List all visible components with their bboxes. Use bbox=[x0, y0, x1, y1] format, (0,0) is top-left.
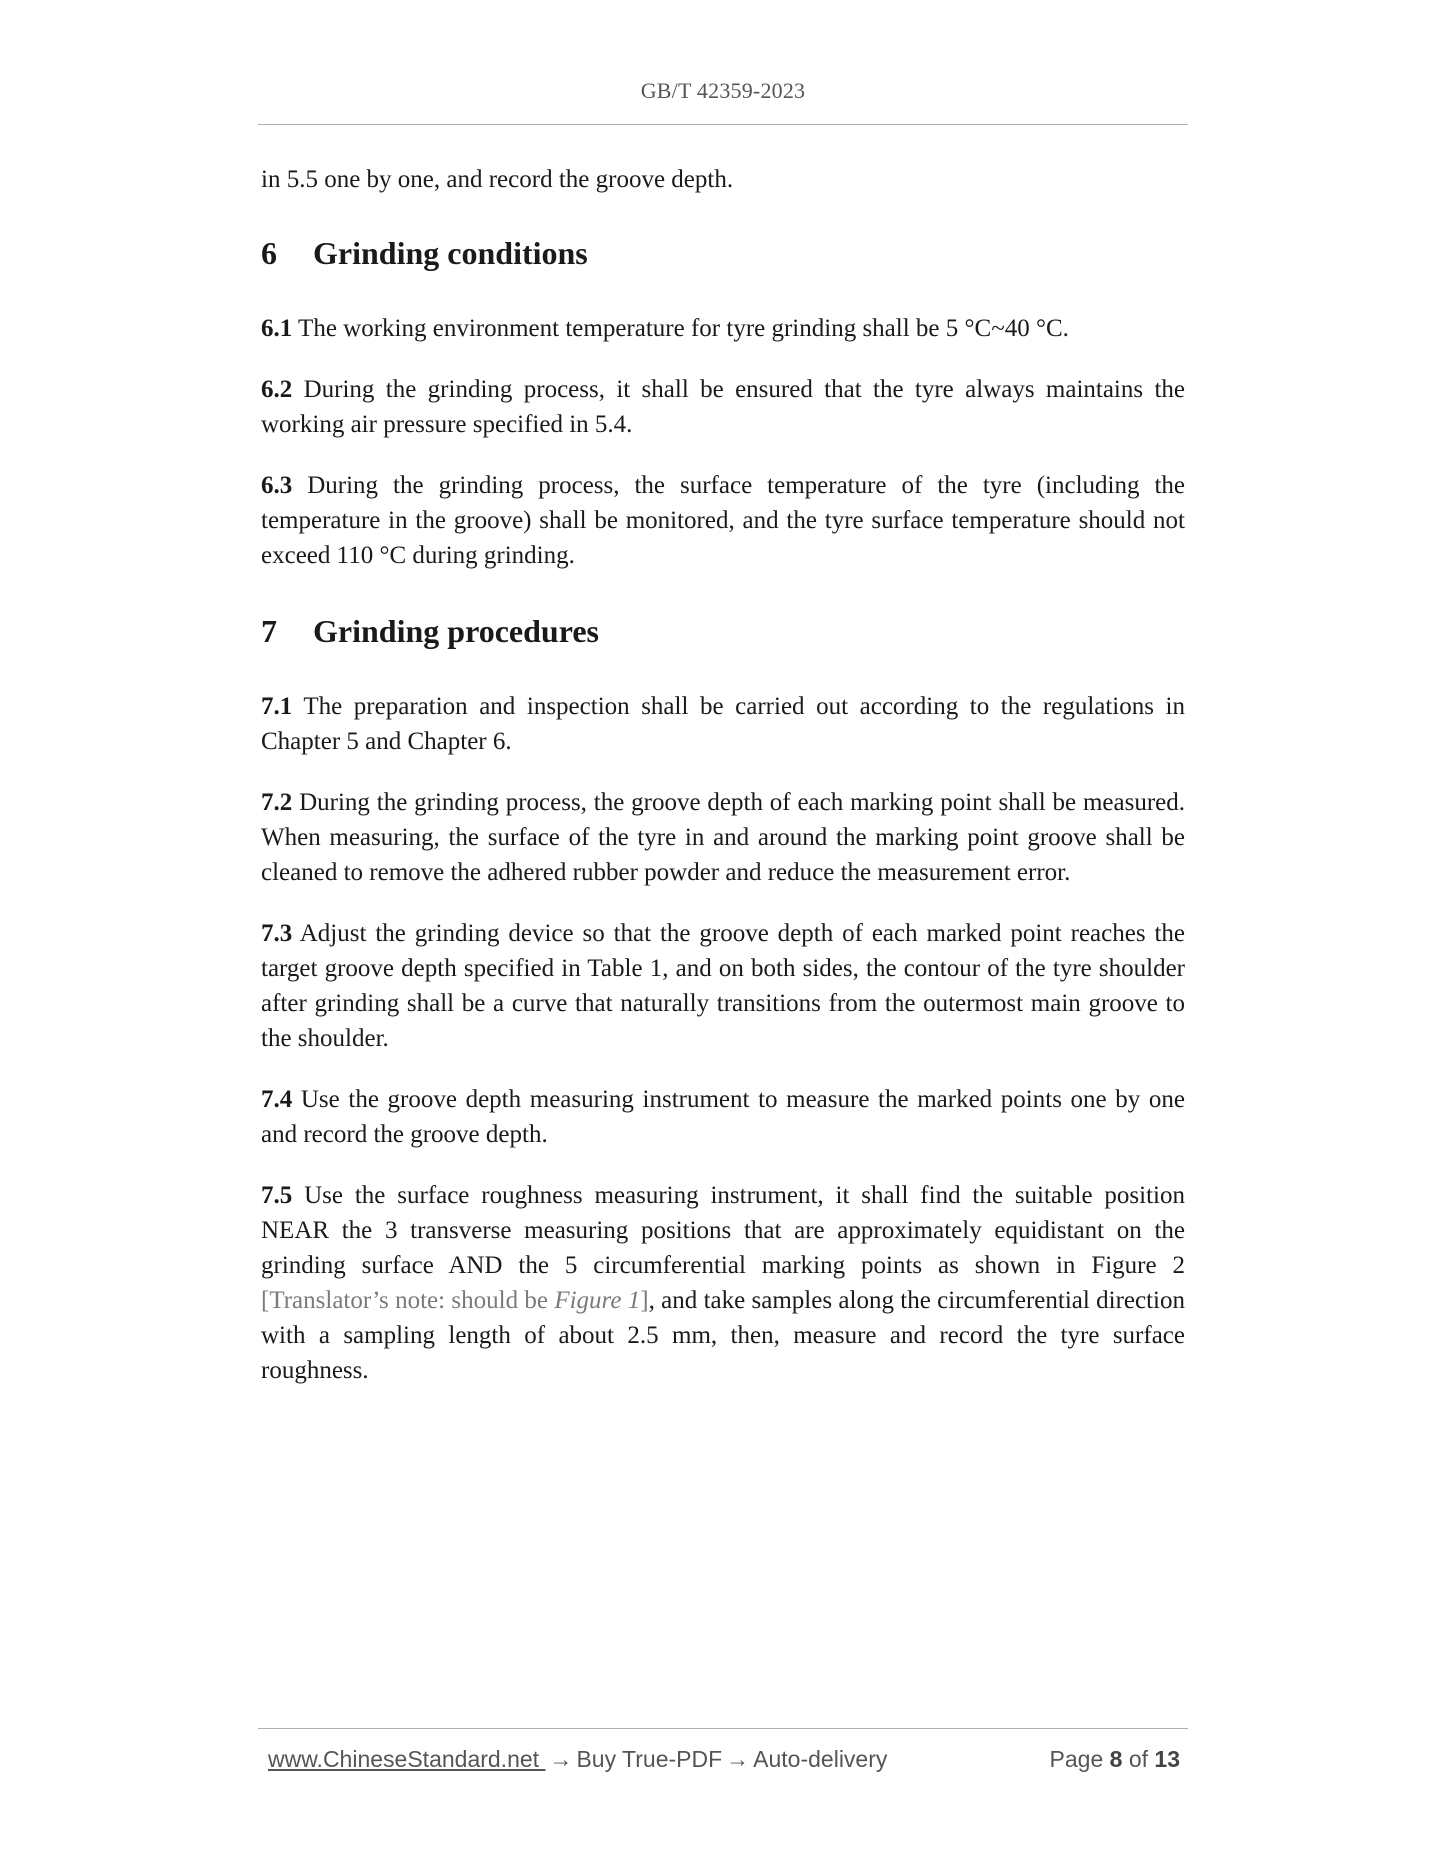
of-label: of bbox=[1128, 1746, 1149, 1772]
site-link[interactable]: www.ChineseStandard.net bbox=[268, 1746, 546, 1772]
clause-6-3 bbox=[261, 468, 1185, 573]
section-title: Grinding conditions bbox=[313, 235, 588, 271]
clause-number: 7.5 bbox=[261, 1182, 293, 1209]
section-number: 6 bbox=[261, 235, 277, 271]
footer-divider bbox=[258, 1728, 1188, 1729]
clause-7-2 bbox=[261, 785, 1185, 890]
clause-number: 7.1 bbox=[261, 693, 293, 720]
clause-text: Use the groove depth measuring instrument to measure the marked points one by one and record the groove depth. bbox=[261, 1086, 1185, 1148]
page-label: Page bbox=[1049, 1746, 1104, 1772]
clause-6-1 bbox=[261, 311, 1185, 346]
clause-text: The working environment temperature for tyre grinding shall be 5 °C~40 °C. bbox=[292, 315, 1069, 342]
standard-code: GB/T 42359-2023 bbox=[640, 78, 806, 103]
translator-note-figure: Figure 1 bbox=[554, 1287, 641, 1314]
page-footer bbox=[268, 1746, 1180, 1780]
page-total: 13 bbox=[1154, 1746, 1180, 1772]
section-number: 7 bbox=[261, 613, 277, 649]
arrow-right-icon: → bbox=[549, 1746, 573, 1772]
footer-links bbox=[268, 1746, 887, 1773]
clause-number: 6.3 bbox=[261, 472, 293, 499]
clause-number: 7.4 bbox=[261, 1086, 293, 1113]
clause-text-continued: , and take samples along the circumferential direction with a sampling length of about 2.5 mm, then, measure and record the tyre surface roughness. bbox=[261, 1287, 1185, 1384]
clause-text: Use the surface roughness measuring instrument, it shall find the suitable position NEAR the 3 transverse measuring positions that are approximately equidistant on the grinding surface AND the 5 circumferential marking points as shown in Figure 2 bbox=[261, 1182, 1185, 1279]
clause-7-4 bbox=[261, 1082, 1185, 1152]
buy-true-pdf-link[interactable]: Buy True-PDF bbox=[576, 1746, 723, 1772]
header-divider bbox=[258, 124, 1188, 125]
clause-number: 7.3 bbox=[261, 920, 293, 947]
section-heading-7 bbox=[261, 611, 1185, 651]
section-heading-6 bbox=[261, 233, 1185, 273]
clause-6-2 bbox=[261, 372, 1185, 442]
clause-text: During the grinding process, the groove depth of each marking point shall be measured. When measuring, the surface of the tyre in and around the marking point groove shall be cleaned to remove the adhered rubber powder and reduce the measurement error. bbox=[261, 789, 1185, 886]
translator-note-suffix: ] bbox=[640, 1287, 649, 1314]
clause-text: Adjust the grinding device so that the groove depth of each marked point reaches the target groove depth specified in Table 1, and on both sides, the contour of the tyre shoulder after grinding shall be a curve that naturally transitions from the outermost main groove to the shoulder. bbox=[261, 920, 1185, 1052]
page-counter bbox=[1050, 1746, 1180, 1773]
continuation-text: in 5.5 one by one, and record the groove depth. bbox=[261, 166, 734, 193]
clause-7-1 bbox=[261, 689, 1185, 759]
auto-delivery-text: Auto-delivery bbox=[753, 1746, 888, 1772]
continuation-paragraph bbox=[261, 162, 1185, 197]
clause-number: 6.1 bbox=[261, 315, 293, 342]
page-header bbox=[258, 78, 1188, 104]
clause-text: During the grinding process, it shall be ensured that the tyre always maintains the working air pressure specified in 5.4. bbox=[261, 376, 1185, 438]
clause-number: 7.2 bbox=[261, 789, 293, 816]
section-title: Grinding procedures bbox=[313, 613, 599, 649]
arrow-right-icon: → bbox=[726, 1746, 750, 1772]
page-body bbox=[261, 162, 1185, 1414]
clause-text: During the grinding process, the surface temperature of the tyre (including the temperature in the groove) shall be monitored, and the tyre surface temperature should not exceed 110 °C during grinding. bbox=[261, 472, 1185, 569]
clause-7-5 bbox=[261, 1178, 1185, 1388]
page-number: 8 bbox=[1109, 1746, 1123, 1772]
translator-note bbox=[261, 1287, 649, 1314]
clause-number: 6.2 bbox=[261, 376, 293, 403]
clause-text: The preparation and inspection shall be carried out according to the regulations in Chapter 5 and Chapter 6. bbox=[261, 693, 1185, 755]
clause-7-3 bbox=[261, 916, 1185, 1056]
translator-note-prefix: [Translator’s note: should be bbox=[261, 1287, 555, 1314]
